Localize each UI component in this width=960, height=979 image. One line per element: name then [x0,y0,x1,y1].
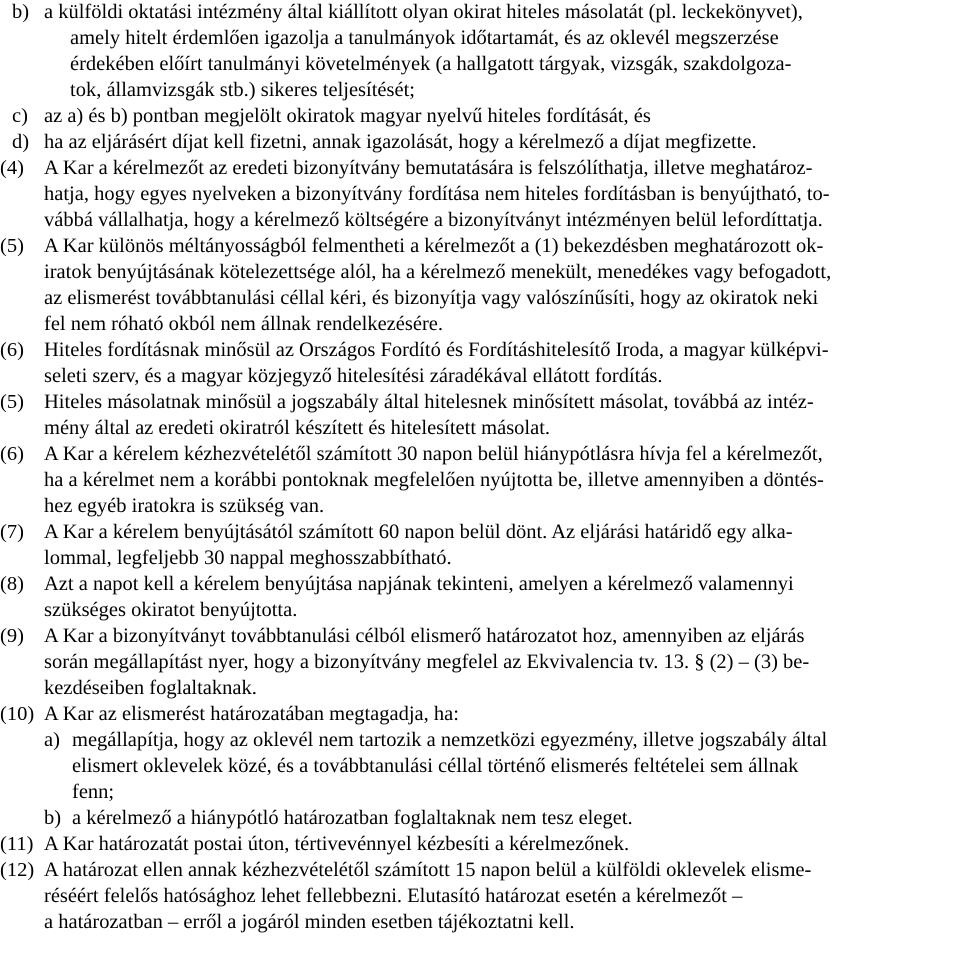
paragraph-line: hez egyéb iratokra is szükség van. [44,495,325,517]
paragraph-line: a határozatban – erről a jogáról minden esetben tájékoztatni kell. [44,911,575,933]
item-label-b: b) [44,807,62,829]
paragraph-line: tok, államvizsgák stb.) sikeres teljesítését; [70,79,415,101]
paragraph-line: A határozat ellen annak kézhezvételétől számított 15 napon belül a külföldi oklevelek elisme- [44,859,812,881]
paragraph-line: megállapítja, hogy az oklevél nem tartozik a nemzetközi egyezmény, illetve jogszabály által [72,729,828,751]
paragraph-line: a kérelmező a hiánypótló határozatban foglaltaknak nem tesz eleget. [72,807,633,829]
paragraph-line: A Kar a kérelem benyújtásától számított 60 napon belül dönt. Az eljárási határidő egy alka- [44,521,793,543]
paragraph-line: A Kar a bizonyítványt továbbtanulási célból elismerő határozatot hoz, amennyiben az eljárás [44,625,805,647]
paragraph-number: (9) [0,625,24,647]
paragraph-line: A Kar a kérelem kézhezvételétől számított 30 napon belül hiánypótlásra hívja fel a kérelmezőt, [44,443,823,465]
paragraph-line: lommal, legfeljebb 30 nappal meghosszabbítható. [44,547,452,569]
paragraph-line: kezdéseiben foglaltaknak. [44,677,257,699]
paragraph-line: vábbá vállalhatja, hogy a kérelmező költségére a bizonyítványt intézményen belül lefordíttatja. [44,209,823,231]
item-label-b: b) [12,1,30,23]
paragraph-line: az elismerést továbbtanulási céllal kéri, és bizonyítja vagy valószínűsíti, hogy az okiratok neki [44,287,819,309]
paragraph-line: ha a kérelmet nem a korábbi pontoknak megfelelően nyújtotta be, illetve amennyiben a döntés- [44,469,824,491]
paragraph-line: A Kar a kérelmezőt az eredeti bizonyítvány bemutatására is felszólíthatja, illetve meghatároz- [44,157,813,179]
paragraph-number: (12) [0,859,35,881]
paragraph-number: (10) [0,703,35,725]
paragraph-line: fel nem róható okból nem állnak rendelkezésére. [44,313,444,335]
paragraph-line: elismert oklevelek közé, és a továbbtanulási céllal történő elismerés feltételei sem állnak [72,755,799,777]
paragraph-number: (11) [0,833,34,855]
paragraph-line: szükséges okiratot benyújtotta. [44,599,298,621]
paragraph-line: az a) és b) pontban megjelölt okiratok magyar nyelvű hiteles fordítását, és [44,105,651,127]
paragraph-line: seleti szerv, és a magyar közjegyző hitelesítési záradékával ellátott fordítás. [44,365,663,387]
paragraph-number: (6) [0,339,24,361]
paragraph-line: A Kar az elismerést határozatában megtagadja, ha: [44,703,459,725]
paragraph-line: A Kar határozatát postai úton, tértivevénnyel kézbesíti a kérelmezőnek. [44,833,630,855]
paragraph-line: réséért felelős hatósághoz lehet fellebbezni. Elutasító határozat esetén a kérelmezőt – [44,885,743,907]
item-label-d: d) [12,131,30,153]
paragraph-line: A Kar különös méltányosságból felmentheti a kérelmezőt a (1) bekezdésben meghatározott ok- [44,235,824,257]
item-label-a: a) [44,729,60,751]
paragraph-line: ha az eljárásért díjat kell fizetni, annak igazolását, hogy a kérelmező a díjat megfizette. [44,131,757,153]
paragraph-line: érdekében előírt tanulmányi követelmények (a hallgatott tárgyak, vizsgák, szakdolgoza- [70,53,792,75]
paragraph-line: a külföldi oktatási intézmény által kiállított olyan okirat hiteles másolatát (pl. leckekönyvet), [44,1,803,23]
paragraph-line: hatja, hogy egyes nyelveken a bizonyítvány fordítása nem hiteles fordításban is benyújtható, to- [44,183,830,205]
paragraph-number: (5) [0,391,24,413]
paragraph-line: Hiteles másolatnak minősül a jogszabály által hitelesnek minősített másolat, továbbá az intéz- [44,391,814,413]
paragraph-line: során megállapítást nyer, hogy a bizonyítvány megfelel az Ekvivalencia tv. 13. § (2) – (3) be- [44,651,810,673]
item-label-c: c) [12,105,28,127]
paragraph-line: Azt a napot kell a kérelem benyújtása napjának tekinteni, amelyen a kérelmező valamennyi [44,573,794,595]
paragraph-number: (8) [0,573,24,595]
paragraph-line: fenn; [72,781,115,803]
paragraph-line: iratok benyújtásának kötelezettsége alól, ha a kérelmező menekült, menedékes vagy befogadott, [44,261,832,283]
paragraph-number: (5) [0,235,24,257]
paragraph-line: amely hitelt érdemlően igazolja a tanulmányok időtartamát, és az oklevél megszerzése [70,27,779,49]
paragraph-number: (6) [0,443,24,465]
paragraph-number: (4) [0,157,24,179]
paragraph-number: (7) [0,521,24,543]
paragraph-line: Hiteles fordításnak minősül az Országos Fordító és Fordításhitelesítő Iroda, a magyar külképvi- [44,339,829,361]
paragraph-line: mény által az eredeti okiratról készített és hitelesített másolat. [44,417,551,439]
